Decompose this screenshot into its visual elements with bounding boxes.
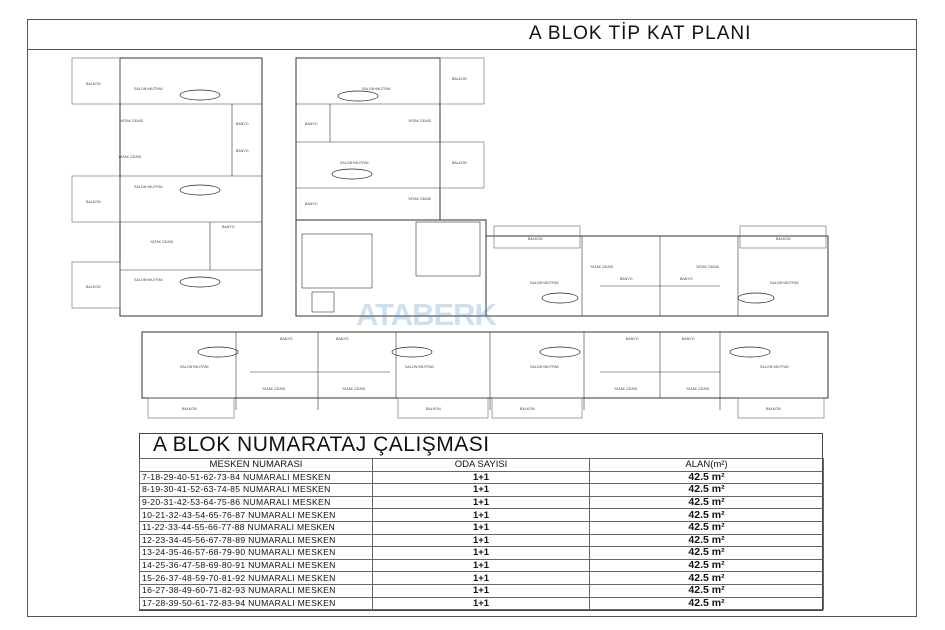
table-header-row: [140, 459, 824, 472]
table-row: [140, 521, 824, 534]
cell-alan: 42.5 m²: [590, 521, 824, 534]
room-label-yatak: YATAK ODASI: [262, 387, 286, 391]
stair-left: [302, 234, 372, 288]
cell-oda: 1+1: [373, 521, 590, 534]
cell-oda: 1+1: [373, 547, 590, 560]
stair-right: [416, 222, 480, 276]
room-label-yatak: YATAK ODASI: [342, 387, 366, 391]
cell-alan: 42.5 m²: [590, 471, 824, 484]
table-row: [140, 484, 824, 497]
room-label-salon: SALON+MUTFAK: [760, 365, 789, 369]
cell-alan: 42.5 m²: [590, 547, 824, 560]
cell-alan: 42.5 m²: [590, 534, 824, 547]
room-label-balkon: BALKON: [86, 285, 101, 289]
cell-mesken: 14-25-36-47-58-69-80-91 NUMARALI MESKEN: [140, 559, 373, 572]
room-label-yatak: YATAK ODASI: [614, 387, 638, 391]
cell-mesken: 12-23-34-45-56-67-78-89 NUMARALI MESKEN: [140, 534, 373, 547]
elevator: [312, 292, 334, 312]
room-label-yatak: YATAK ODASI: [150, 240, 174, 244]
header-alan: ALAN(m²): [590, 459, 824, 472]
room-label-salon: SALON+MUTFAK: [530, 281, 559, 285]
room-label-yatak: YATAK ODASI: [696, 265, 720, 269]
cell-oda: 1+1: [373, 584, 590, 597]
header-oda: ODA SAYISI: [373, 459, 590, 472]
room-label-balkon: BALKON: [776, 237, 791, 241]
room-label-balkon: BALKON: [452, 77, 467, 81]
cell-oda: 1+1: [373, 572, 590, 585]
cell-alan: 42.5 m²: [590, 559, 824, 572]
room-label-banyo: BANYO: [305, 202, 318, 206]
room-label-balkon: BALKON: [528, 237, 543, 241]
table-row: [140, 584, 824, 597]
room-label-banyo: BANYO: [620, 277, 633, 281]
room-label-banyo: BANYO: [626, 337, 639, 341]
table-row: [140, 572, 824, 585]
cell-alan: 42.5 m²: [590, 572, 824, 585]
watermark-logo: ATABERK: [356, 297, 496, 332]
cell-mesken: 7-18-29-40-51-62-73-84 NUMARALI MESKEN: [140, 471, 373, 484]
room-label-yatak: YATAK ODASI: [408, 119, 432, 123]
room-label-balkon: BALKON: [452, 161, 467, 165]
numarataj-table: [139, 458, 824, 610]
cell-oda: 1+1: [373, 559, 590, 572]
room-label-yatak: YATAK ODASI: [120, 119, 144, 123]
cell-alan: 42.5 m²: [590, 584, 824, 597]
cell-alan: 42.5 m²: [590, 509, 824, 522]
room-label-yatak: YATAK ODASI: [118, 155, 142, 159]
room-label-yatak: YATAK ODASI: [590, 265, 614, 269]
left-balcony-2: [72, 176, 120, 222]
cell-mesken: 10-21-32-43-54-65-76-87 NUMARALI MESKEN: [140, 509, 373, 522]
room-label-banyo: BANYO: [236, 149, 249, 153]
cell-alan: 42.5 m²: [590, 597, 824, 610]
room-label-salon: SALON+MUTFAK: [530, 365, 559, 369]
cell-mesken: 8-19-30-41-52-63-74-85 NUMARALI MESKEN: [140, 484, 373, 497]
room-label-salon: SALON+MUTFAK: [134, 278, 163, 282]
room-label-banyo: BANYO: [305, 122, 318, 126]
room-label-banyo: BANYO: [680, 277, 693, 281]
room-label-salon: SALON+MUTFAK: [770, 281, 799, 285]
cell-mesken: 16-27-38-49-60-71-82-93 NUMARALI MESKEN: [140, 584, 373, 597]
cell-mesken: 11-22-33-44-55-66-77-88 NUMARALI MESKEN: [140, 521, 373, 534]
table-title: A BLOK NUMARATAJ ÇALIŞMASI: [153, 433, 490, 456]
table-row: [140, 509, 824, 522]
cell-oda: 1+1: [373, 496, 590, 509]
cell-oda: 1+1: [373, 534, 590, 547]
left-balcony-1: [72, 58, 120, 104]
table-row: [140, 471, 824, 484]
table-row: [140, 496, 824, 509]
table-row: [140, 597, 824, 610]
room-label-balkon: BALKON: [182, 407, 197, 411]
table-row: [140, 534, 824, 547]
page-title: A BLOK TİP KAT PLANI: [529, 23, 752, 44]
room-label-banyo: BANYO: [280, 337, 293, 341]
room-label-salon: SALON+MUTFAK: [134, 185, 163, 189]
room-label-yatak: YATAK ODASI: [686, 387, 710, 391]
room-label-balkon: BALKON: [520, 407, 535, 411]
cell-oda: 1+1: [373, 471, 590, 484]
cell-oda: 1+1: [373, 597, 590, 610]
cell-oda: 1+1: [373, 509, 590, 522]
right-balcony-1: [440, 58, 484, 104]
header-mesken: MESKEN NUMARASI: [140, 459, 373, 472]
bottom-wing-outline: [142, 332, 828, 398]
room-label-salon: SALON+MUTFAK: [180, 365, 209, 369]
room-label-balkon: BALKON: [766, 407, 781, 411]
cell-alan: 42.5 m²: [590, 484, 824, 497]
room-label-balkon: BALKON: [86, 82, 101, 86]
cell-mesken: 15-26-37-48-59-70-81-92 NUMARALI MESKEN: [140, 572, 373, 585]
right-tower-outline: [296, 58, 440, 220]
table-row: [140, 547, 824, 560]
room-label-salon: SALON+MUTFAK: [405, 365, 434, 369]
room-label-yatak: YATAK ODASI: [408, 197, 432, 201]
cell-oda: 1+1: [373, 484, 590, 497]
room-label-salon: SALON+MUTFAK: [134, 87, 163, 91]
cell-alan: 42.5 m²: [590, 496, 824, 509]
room-label-banyo: BANYO: [236, 122, 249, 126]
room-label-salon: SALON+MUTFAK: [362, 87, 391, 91]
cell-mesken: 9-20-31-42-53-64-75-86 NUMARALI MESKEN: [140, 496, 373, 509]
table-row: [140, 559, 824, 572]
room-label-balkon: BALKON: [426, 407, 441, 411]
cell-mesken: 13-24-35-46-57-68-79-90 NUMARALI MESKEN: [140, 547, 373, 560]
right-balcony-2: [440, 142, 484, 188]
room-label-banyo: BANYO: [336, 337, 349, 341]
room-label-salon: SALON+MUTFAK: [340, 161, 369, 165]
room-label-banyo: BANYO: [682, 337, 695, 341]
room-label-balkon: BALKON: [86, 200, 101, 204]
cell-mesken: 17-28-39-50-61-72-83-94 NUMARALI MESKEN: [140, 597, 373, 610]
room-label-banyo: BANYO: [222, 225, 235, 229]
